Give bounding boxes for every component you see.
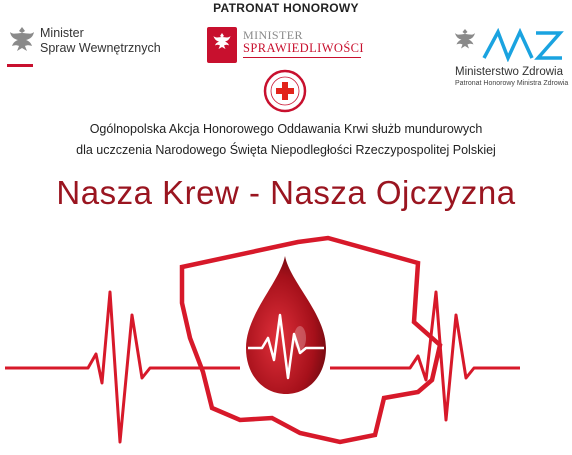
subtitle-line2: dla uczczenia Narodowego Święta Niepodległości Rzeczypospolitej Polskiej <box>76 143 496 157</box>
mz-logo-line2: Patronat Honorowy Ministra Zdrowia <box>455 80 569 87</box>
heartbeat-line-right <box>330 292 520 420</box>
heartbeat-line-left <box>5 292 240 442</box>
eagle-emblem-icon <box>6 24 38 66</box>
eagle-emblem-icon <box>211 31 233 59</box>
mz-logo-line1: Ministerstwo Zdrowia <box>455 66 563 78</box>
blood-drop-icon <box>246 256 326 394</box>
red-underline <box>7 64 33 67</box>
patronat-heading: PATRONAT HONOROWY <box>213 1 359 15</box>
ms-logo-line1: MINISTER <box>243 28 303 42</box>
mswia-logo-text: Minister Spraw Wewnętrznych <box>40 26 161 55</box>
heartbeat-poland-graphic <box>0 220 572 455</box>
campaign-title: Nasza Krew - Nasza Ojczyzna <box>56 174 516 211</box>
mz-wave-logo-icon <box>482 28 564 62</box>
subtitle-line1: Ogólnopolska Akcja Honorowego Oddawania Krwi służb mundurowych <box>89 122 483 136</box>
red-cross-logo-icon <box>263 69 307 113</box>
ms-rule <box>243 57 361 58</box>
eagle-emblem-icon <box>452 27 478 61</box>
ms-logo-line2: SPRAWIEDLIWOŚCI <box>243 41 364 55</box>
